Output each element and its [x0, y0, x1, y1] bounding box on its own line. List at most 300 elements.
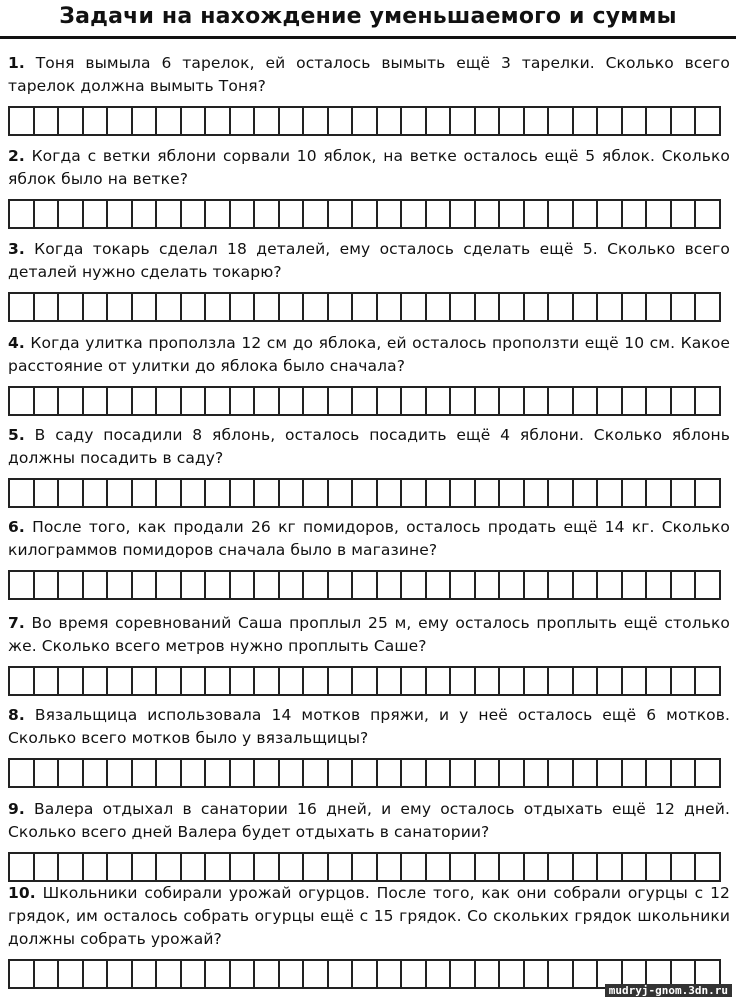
- answer-cell[interactable]: [574, 386, 599, 416]
- answer-cell[interactable]: [10, 386, 35, 416]
- answer-cell[interactable]: [549, 386, 574, 416]
- answer-cell[interactable]: [598, 292, 623, 322]
- answer-cell[interactable]: [402, 478, 427, 508]
- answer-cell[interactable]: [84, 386, 109, 416]
- answer-cell[interactable]: [10, 758, 35, 788]
- answer-cell[interactable]: [59, 959, 84, 989]
- answer-cell[interactable]: [84, 666, 109, 696]
- answer-cell[interactable]: [59, 570, 84, 600]
- answer-cell[interactable]: [353, 386, 378, 416]
- answer-grid[interactable]: [8, 199, 730, 229]
- answer-cell[interactable]: [500, 666, 525, 696]
- answer-cell[interactable]: [59, 386, 84, 416]
- answer-cell[interactable]: [182, 959, 207, 989]
- answer-cell[interactable]: [133, 106, 158, 136]
- answer-cell[interactable]: [549, 852, 574, 882]
- answer-cell[interactable]: [476, 478, 501, 508]
- answer-cell[interactable]: [133, 666, 158, 696]
- answer-cell[interactable]: [182, 666, 207, 696]
- answer-cell[interactable]: [402, 386, 427, 416]
- answer-cell[interactable]: [427, 852, 452, 882]
- answer-cell[interactable]: [402, 106, 427, 136]
- answer-cell[interactable]: [255, 292, 280, 322]
- answer-cell[interactable]: [574, 199, 599, 229]
- answer-cell[interactable]: [84, 570, 109, 600]
- answer-cell[interactable]: [84, 292, 109, 322]
- answer-cell[interactable]: [280, 570, 305, 600]
- answer-cell[interactable]: [157, 852, 182, 882]
- answer-cell[interactable]: [696, 106, 721, 136]
- answer-cell[interactable]: [549, 106, 574, 136]
- answer-cell[interactable]: [427, 386, 452, 416]
- answer-cell[interactable]: [525, 292, 550, 322]
- answer-cell[interactable]: [574, 570, 599, 600]
- answer-cell[interactable]: [402, 959, 427, 989]
- answer-grid[interactable]: [8, 570, 730, 600]
- answer-cell[interactable]: [182, 570, 207, 600]
- task-text: [8, 882, 730, 951]
- answer-cell[interactable]: [598, 570, 623, 600]
- answer-cell[interactable]: [574, 478, 599, 508]
- answer-cell[interactable]: [280, 386, 305, 416]
- answer-cell[interactable]: [304, 106, 329, 136]
- answer-cell[interactable]: [672, 666, 697, 696]
- answer-cell[interactable]: [280, 292, 305, 322]
- answer-cell[interactable]: [329, 959, 354, 989]
- answer-cell[interactable]: [451, 570, 476, 600]
- answer-cell[interactable]: [157, 106, 182, 136]
- answer-cell[interactable]: [378, 199, 403, 229]
- answer-cell[interactable]: [696, 199, 721, 229]
- answer-cell[interactable]: [108, 478, 133, 508]
- answer-cell[interactable]: [696, 758, 721, 788]
- answer-cell[interactable]: [647, 666, 672, 696]
- answer-cell[interactable]: [10, 478, 35, 508]
- answer-cell[interactable]: [451, 666, 476, 696]
- answer-grid[interactable]: [8, 478, 730, 508]
- answer-cell[interactable]: [133, 852, 158, 882]
- answer-cell[interactable]: [59, 478, 84, 508]
- answer-cell[interactable]: [157, 666, 182, 696]
- answer-cell[interactable]: [35, 106, 60, 136]
- answer-cell[interactable]: [206, 386, 231, 416]
- answer-cell[interactable]: [427, 758, 452, 788]
- answer-cell[interactable]: [59, 106, 84, 136]
- answer-cell[interactable]: [598, 852, 623, 882]
- answer-cell[interactable]: [10, 106, 35, 136]
- answer-cell[interactable]: [304, 386, 329, 416]
- answer-cell[interactable]: [206, 292, 231, 322]
- answer-cell[interactable]: [35, 758, 60, 788]
- answer-cell[interactable]: [206, 478, 231, 508]
- answer-cell[interactable]: [574, 959, 599, 989]
- answer-cell[interactable]: [427, 292, 452, 322]
- answer-cell[interactable]: [35, 199, 60, 229]
- answer-cell[interactable]: [280, 106, 305, 136]
- answer-cell[interactable]: [206, 570, 231, 600]
- answer-cell[interactable]: [427, 478, 452, 508]
- answer-cell[interactable]: [231, 758, 256, 788]
- answer-cell[interactable]: [329, 106, 354, 136]
- answer-cell[interactable]: [525, 666, 550, 696]
- answer-cell[interactable]: [133, 570, 158, 600]
- answer-cell[interactable]: [353, 758, 378, 788]
- answer-cell[interactable]: [255, 758, 280, 788]
- answer-cell[interactable]: [157, 199, 182, 229]
- answer-cell[interactable]: [329, 478, 354, 508]
- answer-cell[interactable]: [206, 852, 231, 882]
- answer-cell[interactable]: [500, 959, 525, 989]
- answer-cell[interactable]: [672, 386, 697, 416]
- answer-cell[interactable]: [476, 852, 501, 882]
- answer-cell[interactable]: [378, 959, 403, 989]
- answer-cell[interactable]: [402, 666, 427, 696]
- answer-cell[interactable]: [427, 570, 452, 600]
- answer-grid[interactable]: [8, 666, 730, 696]
- answer-cell[interactable]: [304, 478, 329, 508]
- answer-cell[interactable]: [476, 292, 501, 322]
- answer-cell[interactable]: [255, 478, 280, 508]
- answer-cell[interactable]: [525, 570, 550, 600]
- answer-cell[interactable]: [353, 478, 378, 508]
- answer-cell[interactable]: [329, 758, 354, 788]
- answer-cell[interactable]: [427, 106, 452, 136]
- answer-cell[interactable]: [231, 106, 256, 136]
- answer-cell[interactable]: [231, 292, 256, 322]
- answer-cell[interactable]: [574, 852, 599, 882]
- answer-grid[interactable]: [8, 758, 730, 788]
- answer-cell[interactable]: [378, 758, 403, 788]
- answer-cell[interactable]: [647, 758, 672, 788]
- answer-cell[interactable]: [525, 959, 550, 989]
- answer-cell[interactable]: [549, 292, 574, 322]
- answer-grid[interactable]: [8, 386, 730, 416]
- answer-cell[interactable]: [476, 570, 501, 600]
- answer-cell[interactable]: [255, 199, 280, 229]
- answer-cell[interactable]: [280, 852, 305, 882]
- answer-cell[interactable]: [476, 666, 501, 696]
- answer-cell[interactable]: [574, 106, 599, 136]
- answer-cell[interactable]: [231, 386, 256, 416]
- answer-cell[interactable]: [329, 199, 354, 229]
- answer-cell[interactable]: [525, 852, 550, 882]
- answer-cell[interactable]: [10, 666, 35, 696]
- answer-cell[interactable]: [10, 199, 35, 229]
- answer-cell[interactable]: [598, 666, 623, 696]
- answer-cell[interactable]: [623, 478, 648, 508]
- answer-cell[interactable]: [84, 478, 109, 508]
- answer-cell[interactable]: [133, 292, 158, 322]
- answer-cell[interactable]: [647, 106, 672, 136]
- answer-cell[interactable]: [451, 852, 476, 882]
- answer-cell[interactable]: [10, 292, 35, 322]
- answer-cell[interactable]: [255, 386, 280, 416]
- answer-cell[interactable]: [672, 852, 697, 882]
- answer-cell[interactable]: [353, 852, 378, 882]
- answer-cell[interactable]: [574, 292, 599, 322]
- answer-cell[interactable]: [231, 852, 256, 882]
- answer-cell[interactable]: [206, 758, 231, 788]
- answer-cell[interactable]: [451, 758, 476, 788]
- answer-cell[interactable]: [476, 199, 501, 229]
- task-7: [8, 612, 730, 696]
- answer-cell[interactable]: [549, 959, 574, 989]
- answer-cell[interactable]: [525, 478, 550, 508]
- answer-cell[interactable]: [108, 570, 133, 600]
- answer-cell[interactable]: [59, 852, 84, 882]
- answer-cell[interactable]: [549, 570, 574, 600]
- answer-cell[interactable]: [182, 386, 207, 416]
- task-number: 10.: [8, 884, 36, 902]
- answer-cell[interactable]: [647, 292, 672, 322]
- answer-cell[interactable]: [59, 758, 84, 788]
- answer-cell[interactable]: [672, 758, 697, 788]
- answer-cell[interactable]: [59, 292, 84, 322]
- answer-cell[interactable]: [255, 666, 280, 696]
- answer-cell[interactable]: [255, 106, 280, 136]
- answer-cell[interactable]: [378, 292, 403, 322]
- answer-cell[interactable]: [304, 959, 329, 989]
- answer-cell[interactable]: [696, 570, 721, 600]
- answer-cell[interactable]: [549, 758, 574, 788]
- answer-cell[interactable]: [353, 199, 378, 229]
- answer-cell[interactable]: [623, 292, 648, 322]
- answer-cell[interactable]: [353, 106, 378, 136]
- answer-cell[interactable]: [525, 106, 550, 136]
- task-body: Когда с ветки яблони сорвали 10 яблок, на ветке осталось ещё 5 яблок. Сколько яблок было на ветке?: [8, 147, 730, 188]
- answer-cell[interactable]: [108, 959, 133, 989]
- answer-cell[interactable]: [353, 959, 378, 989]
- answer-cell[interactable]: [623, 666, 648, 696]
- answer-cell[interactable]: [280, 959, 305, 989]
- answer-cell[interactable]: [304, 570, 329, 600]
- answer-cell[interactable]: [378, 570, 403, 600]
- answer-cell[interactable]: [157, 386, 182, 416]
- answer-cell[interactable]: [84, 852, 109, 882]
- answer-cell[interactable]: [378, 478, 403, 508]
- answer-cell[interactable]: [157, 570, 182, 600]
- answer-cell[interactable]: [696, 852, 721, 882]
- answer-cell[interactable]: [108, 852, 133, 882]
- answer-cell[interactable]: [451, 292, 476, 322]
- answer-cell[interactable]: [108, 292, 133, 322]
- answer-cell[interactable]: [255, 570, 280, 600]
- answer-cell[interactable]: [574, 758, 599, 788]
- answer-cell[interactable]: [329, 292, 354, 322]
- answer-cell[interactable]: [672, 478, 697, 508]
- answer-cell[interactable]: [647, 386, 672, 416]
- answer-cell[interactable]: [10, 959, 35, 989]
- answer-cell[interactable]: [378, 852, 403, 882]
- answer-cell[interactable]: [206, 106, 231, 136]
- answer-cell[interactable]: [672, 292, 697, 322]
- answer-cell[interactable]: [329, 570, 354, 600]
- answer-cell[interactable]: [402, 292, 427, 322]
- answer-cell[interactable]: [304, 758, 329, 788]
- answer-cell[interactable]: [255, 959, 280, 989]
- answer-cell[interactable]: [133, 478, 158, 508]
- answer-cell[interactable]: [623, 570, 648, 600]
- answer-cell[interactable]: [598, 478, 623, 508]
- answer-cell[interactable]: [500, 199, 525, 229]
- answer-cell[interactable]: [451, 199, 476, 229]
- answer-cell[interactable]: [304, 199, 329, 229]
- answer-cell[interactable]: [402, 199, 427, 229]
- task-number: 5.: [8, 426, 25, 444]
- answer-cell[interactable]: [280, 478, 305, 508]
- answer-grid[interactable]: [8, 292, 730, 322]
- answer-cell[interactable]: [402, 758, 427, 788]
- answer-cell[interactable]: [280, 758, 305, 788]
- answer-cell[interactable]: [402, 852, 427, 882]
- answer-cell[interactable]: [427, 666, 452, 696]
- answer-cell[interactable]: [500, 106, 525, 136]
- answer-cell[interactable]: [133, 959, 158, 989]
- answer-cell[interactable]: [500, 852, 525, 882]
- answer-cell[interactable]: [378, 386, 403, 416]
- answer-cell[interactable]: [231, 959, 256, 989]
- answer-cell[interactable]: [182, 199, 207, 229]
- answer-cell[interactable]: [402, 570, 427, 600]
- answer-cell[interactable]: [598, 758, 623, 788]
- answer-cell[interactable]: [696, 478, 721, 508]
- answer-cell[interactable]: [231, 478, 256, 508]
- answer-cell[interactable]: [182, 758, 207, 788]
- answer-cell[interactable]: [304, 292, 329, 322]
- answer-cell[interactable]: [304, 666, 329, 696]
- answer-cell[interactable]: [304, 852, 329, 882]
- answer-cell[interactable]: [329, 852, 354, 882]
- answer-cell[interactable]: [108, 666, 133, 696]
- answer-cell[interactable]: [35, 852, 60, 882]
- answer-cell[interactable]: [476, 758, 501, 788]
- answer-cell[interactable]: [672, 570, 697, 600]
- answer-cell[interactable]: [206, 199, 231, 229]
- answer-cell[interactable]: [10, 570, 35, 600]
- answer-cell[interactable]: [623, 758, 648, 788]
- answer-cell[interactable]: [133, 758, 158, 788]
- answer-cell[interactable]: [35, 478, 60, 508]
- answer-cell[interactable]: [623, 852, 648, 882]
- answer-cell[interactable]: [500, 386, 525, 416]
- answer-cell[interactable]: [59, 199, 84, 229]
- answer-cell[interactable]: [476, 386, 501, 416]
- answer-cell[interactable]: [672, 106, 697, 136]
- answer-cell[interactable]: [59, 666, 84, 696]
- answer-cell[interactable]: [157, 292, 182, 322]
- answer-cell[interactable]: [598, 106, 623, 136]
- answer-cell[interactable]: [696, 386, 721, 416]
- answer-cell[interactable]: [500, 478, 525, 508]
- answer-cell[interactable]: [10, 852, 35, 882]
- answer-cell[interactable]: [525, 386, 550, 416]
- answer-cell[interactable]: [427, 199, 452, 229]
- answer-cell[interactable]: [623, 199, 648, 229]
- answer-cell[interactable]: [353, 666, 378, 696]
- answer-cell[interactable]: [329, 666, 354, 696]
- answer-cell[interactable]: [84, 959, 109, 989]
- answer-cell[interactable]: [476, 959, 501, 989]
- answer-cell[interactable]: [329, 386, 354, 416]
- answer-cell[interactable]: [353, 292, 378, 322]
- answer-cell[interactable]: [598, 386, 623, 416]
- answer-grid[interactable]: [8, 852, 730, 882]
- answer-cell[interactable]: [598, 199, 623, 229]
- answer-cell[interactable]: [182, 106, 207, 136]
- answer-cell[interactable]: [549, 199, 574, 229]
- answer-cell[interactable]: [255, 852, 280, 882]
- answer-cell[interactable]: [182, 852, 207, 882]
- answer-cell[interactable]: [133, 386, 158, 416]
- answer-cell[interactable]: [84, 199, 109, 229]
- answer-cell[interactable]: [157, 758, 182, 788]
- answer-cell[interactable]: [108, 758, 133, 788]
- answer-cell[interactable]: [574, 666, 599, 696]
- answer-cell[interactable]: [500, 570, 525, 600]
- answer-cell[interactable]: [280, 666, 305, 696]
- answer-cell[interactable]: [133, 199, 158, 229]
- answer-cell[interactable]: [427, 959, 452, 989]
- answer-cell[interactable]: [549, 478, 574, 508]
- answer-cell[interactable]: [647, 570, 672, 600]
- answer-cell[interactable]: [108, 199, 133, 229]
- answer-cell[interactable]: [35, 292, 60, 322]
- task-body: В саду посадили 8 яблонь, осталось посадить ещё 4 яблони. Сколько яблонь должны посадить в саду?: [8, 426, 730, 467]
- answer-cell[interactable]: [280, 199, 305, 229]
- answer-cell[interactable]: [35, 570, 60, 600]
- answer-cell[interactable]: [84, 106, 109, 136]
- answer-cell[interactable]: [35, 666, 60, 696]
- answer-cell[interactable]: [672, 199, 697, 229]
- answer-cell[interactable]: [500, 758, 525, 788]
- answer-cell[interactable]: [623, 106, 648, 136]
- answer-cell[interactable]: [231, 666, 256, 696]
- answer-cell[interactable]: [157, 959, 182, 989]
- answer-cell[interactable]: [451, 959, 476, 989]
- answer-cell[interactable]: [378, 666, 403, 696]
- answer-cell[interactable]: [647, 852, 672, 882]
- answer-cell[interactable]: [525, 199, 550, 229]
- answer-cell[interactable]: [451, 478, 476, 508]
- answer-cell[interactable]: [108, 106, 133, 136]
- answer-cell[interactable]: [206, 959, 231, 989]
- answer-cell[interactable]: [35, 386, 60, 416]
- answer-cell[interactable]: [108, 386, 133, 416]
- answer-cell[interactable]: [231, 570, 256, 600]
- answer-cell[interactable]: [451, 106, 476, 136]
- answer-cell[interactable]: [182, 478, 207, 508]
- answer-cell[interactable]: [157, 478, 182, 508]
- answer-cell[interactable]: [500, 292, 525, 322]
- answer-cell[interactable]: [353, 570, 378, 600]
- answer-cell[interactable]: [378, 106, 403, 136]
- answer-cell[interactable]: [647, 199, 672, 229]
- answer-cell[interactable]: [206, 666, 231, 696]
- answer-cell[interactable]: [549, 666, 574, 696]
- answer-grid[interactable]: [8, 106, 730, 136]
- answer-cell[interactable]: [647, 478, 672, 508]
- answer-cell[interactable]: [476, 106, 501, 136]
- answer-cell[interactable]: [623, 386, 648, 416]
- answer-cell[interactable]: [696, 292, 721, 322]
- answer-cell[interactable]: [525, 758, 550, 788]
- answer-cell[interactable]: [451, 386, 476, 416]
- answer-cell[interactable]: [35, 959, 60, 989]
- answer-cell[interactable]: [696, 666, 721, 696]
- answer-cell[interactable]: [84, 758, 109, 788]
- answer-cell[interactable]: [231, 199, 256, 229]
- answer-cell[interactable]: [182, 292, 207, 322]
